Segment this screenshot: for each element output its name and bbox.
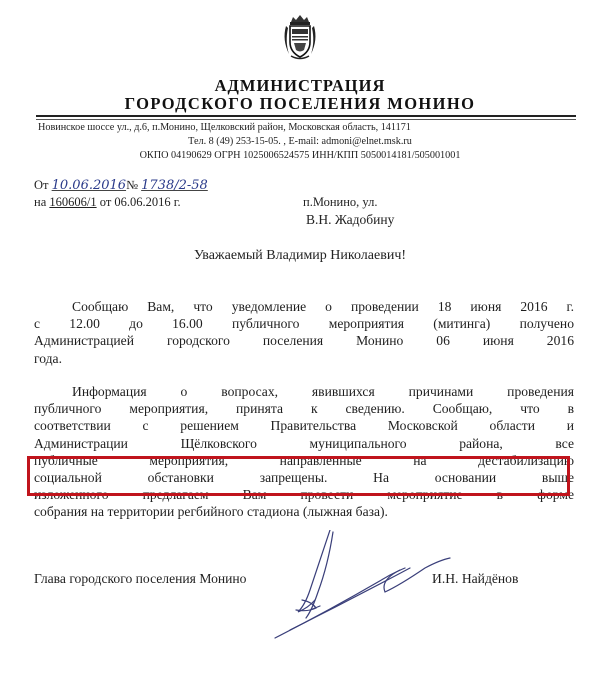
paragraph-line: соответствии с решением Правительства Московской области и	[34, 418, 574, 434]
incoming-reference	[34, 195, 181, 210]
reply-number: 160606/1	[49, 195, 97, 209]
paragraph-line-highlighted: публичные мероприятия, направленные на дестабилизацию	[34, 452, 574, 468]
handwritten-number: 1738/2-58	[141, 178, 208, 193]
signatory-name: И.Н. Найдёнов	[432, 571, 519, 586]
addressee-name: В.Н. Жадобину	[306, 212, 395, 227]
reply-date: 06.06.2016 г.	[114, 195, 181, 209]
org-title-line2: ГОРОДСКОГО ПОСЕЛЕНИЯ МОНИНО	[124, 94, 476, 113]
outgoing-reference	[34, 178, 208, 193]
coat-of-arms-icon	[281, 14, 319, 62]
paragraph-2	[34, 383, 574, 521]
paragraph-line: с 12.00 до 16.00 публичного мероприятия (митинга) получено	[34, 316, 574, 332]
paragraph-line: Администрацией городского поселения Монино 06 июня 2016	[34, 333, 574, 349]
handwritten-date: 10.06.2016	[51, 178, 127, 193]
paragraph-line: Сообщаю Вам, что уведомление о проведении 18 июня 2016 г.	[72, 299, 574, 314]
reply-date-label: от	[99, 195, 112, 209]
paragraph-line: публичного мероприятия, принята к сведению. Сообщаю, что в	[34, 401, 574, 417]
signatory-title: Глава городского поселения Монино	[34, 571, 247, 586]
reply-label: на	[34, 195, 47, 209]
handwritten-signature-icon	[250, 530, 460, 640]
addressee-location: п.Монино, ул.	[303, 195, 378, 209]
paragraph-line-highlighted: социальной обстановки запрещены. На основании выше	[34, 469, 574, 485]
red-highlight-box	[27, 456, 570, 496]
paragraph-line: года.	[34, 350, 62, 366]
org-address: Новинское шоссе ул., д.6, п.Монино, Щелковский район, Московская область, 141171	[38, 122, 411, 133]
paragraph-line: Администрации Щёлковского муниципального района, все	[34, 435, 574, 451]
paragraph-line: собрания на территории регбийного стадиона (лыжная база).	[34, 504, 388, 520]
paragraph-line: Информация о вопросах, явившихся причинами проведения	[72, 384, 574, 399]
salutation: Уважаемый Владимир Николаевич!	[193, 248, 407, 263]
number-label: №	[126, 178, 138, 192]
header-divider-thin	[36, 119, 576, 120]
org-title-line1: АДМИНИСТРАЦИЯ	[214, 76, 386, 95]
org-registry-codes: ОКПО 04190629 ОГРН 1025006524575 ИНН/КПП 5050014181/505001001	[139, 150, 461, 161]
from-label: От	[34, 178, 49, 192]
org-phone-email: Тел. 8 (49) 253-15-05. , E-mail: admoni@elnet.msk.ru	[188, 136, 412, 147]
header-divider	[36, 115, 576, 117]
paragraph-1	[34, 298, 574, 367]
paragraph-line: изложенного предлагаем Вам провести мероприятие в форме	[34, 487, 574, 503]
